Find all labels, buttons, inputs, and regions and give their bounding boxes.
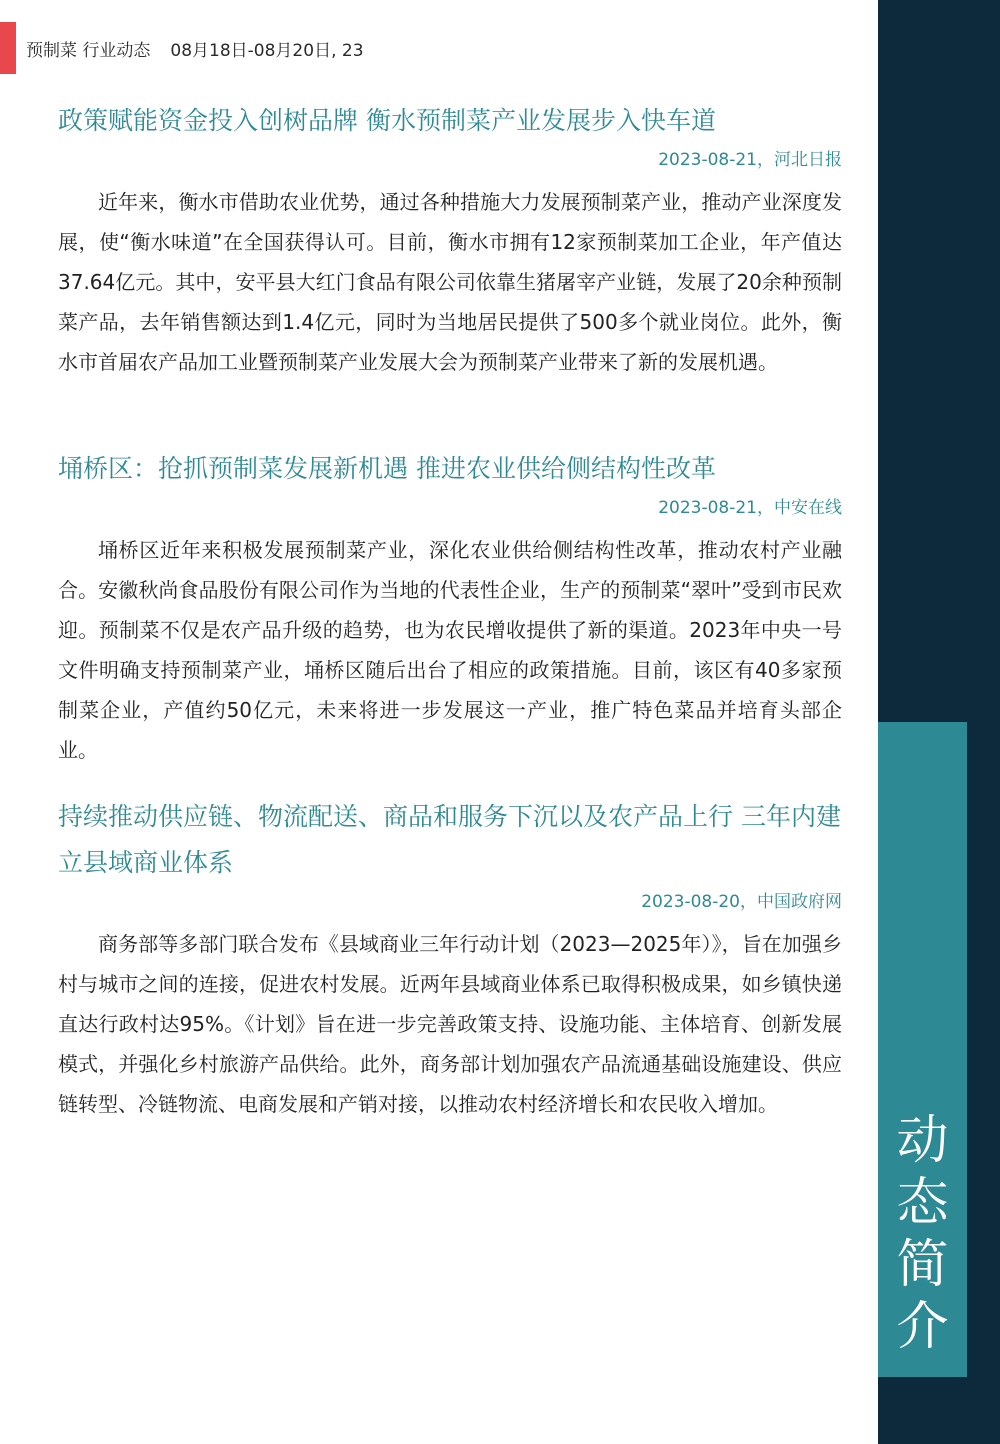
article-date-source: 2023-08-21，中安在线: [658, 498, 842, 518]
article-title: 持续推动供应链、物流配送、商品和服务下沉以及农产品上行 三年内建立县域商业体系: [58, 802, 841, 877]
side-title-char: 介: [896, 1297, 949, 1357]
article-body: 商务部等多部门联合发布《县域商业三年行动计划（2023—2025年）》，旨在加强乡村与城市之间的连接，促进农村发展。近两年县域商业体系已取得积极成果，如乡镇快递直达行政村达95%。《计划》旨在进一步完善政策支持、设施功能、主体培育、创新发展模式，并强化乡村旅游产品供给。此外，商务部计划加强农产品流通基础设施建设、供应链转型、冷链物流、电商发展和产销对接，以推动农村经济增长和农民收入增加。: [58, 932, 842, 1116]
article-body: 埇桥区近年来积极发展预制菜产业，深化农业供给侧结构性改革，推动农村产业融合。安徽秋尚食品股份有限公司作为当地的代表性企业，生产的预制菜“翠叶”受到市民欢迎。预制菜不仅是农产品升级的趋势，也为农民增收提供了新的渠道。2023年中央一号文件明确支持预制菜产业，埇桥区随后出台了相应的政策措施。目前，该区有40多家预制菜企业，产值约50亿元，未来将进一步发展这一产业，推广特色菜品并培育头部企业。: [58, 538, 842, 762]
article-title: 埇桥区：抢抓预制菜发展新机遇 推进农业供给侧结构性改革: [58, 454, 716, 483]
side-title-char: 简: [896, 1235, 949, 1295]
news-article: [58, 794, 842, 1124]
page-header: [26, 36, 364, 61]
article-date-source: 2023-08-21，河北日报: [658, 150, 842, 170]
header-accent-bar: [0, 22, 16, 74]
article-title: 政策赋能资金投入创树品牌 衡水预制菜产业发展步入快车道: [58, 106, 716, 135]
header-section-label: 预制菜 行业动态: [26, 41, 151, 61]
article-date-source: 2023-08-20，中国政府网: [641, 892, 842, 912]
side-title-char: 态: [896, 1173, 949, 1233]
news-article: [58, 446, 842, 770]
side-title: [878, 1110, 967, 1358]
article-body: 近年来，衡水市借助农业优势，通过各种措施大力发展预制菜产业，推动产业深度发展，使“衡水味道”在全国获得认可。目前，衡水市拥有12家预制菜加工企业，年产值达37.64亿元。其中，安平县大红门食品有限公司依靠生猪屠宰产业链，发展了20余种预制菜产品，去年销售额达到1.4亿元，同时为当地居民提供了500多个就业岗位。此外，衡水市首届农产品加工业暨预制菜产业发展大会为预制菜产业带来了新的发展机遇。: [58, 190, 842, 374]
side-title-char: 动: [896, 1111, 949, 1171]
header-date-range: 08月18日-08月20日, 23: [170, 41, 364, 61]
news-article: [58, 98, 842, 382]
